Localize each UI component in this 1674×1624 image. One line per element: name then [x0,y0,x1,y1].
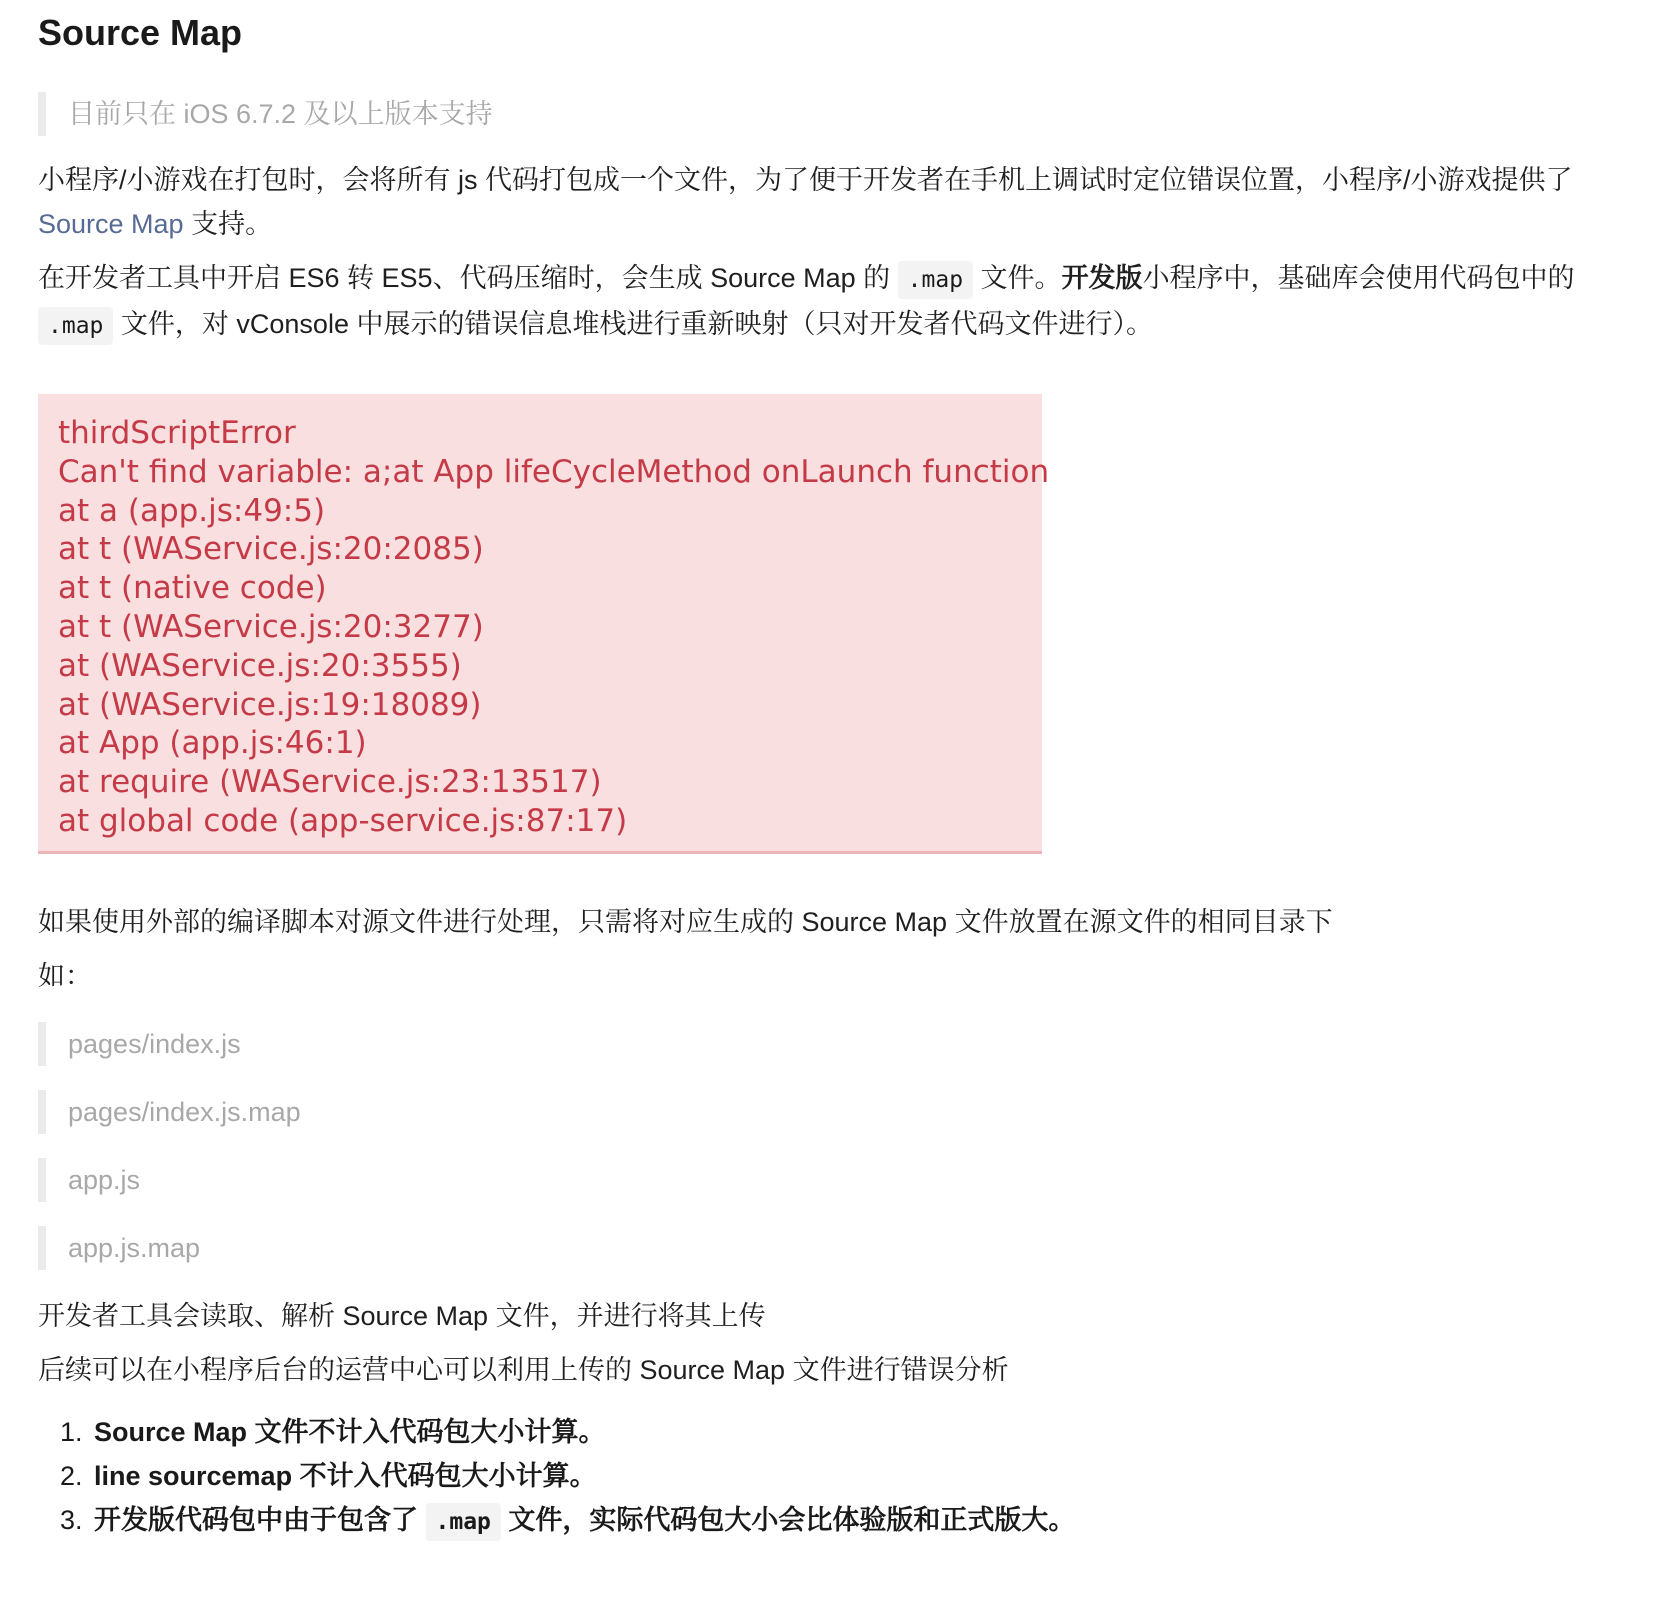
source-map-link[interactable]: Source Map [38,209,184,239]
error-line: at t (WAService.js:20:3277) [58,608,484,645]
notes-list [38,1410,1636,1544]
map-code: .map [38,307,113,345]
intro-paragraph [38,158,1636,246]
error-line: at t (WAService.js:20:2085) [58,531,484,568]
list-item: 3. 开发版代码包中由于包含了 .map 文件，实际代码包大小会比体验版和正式版大。 [90,1498,1636,1544]
para2-part2: 文件。 [973,263,1062,293]
version-notice: 目前只在 iOS 6.7.2 及以上版本支持 [38,92,1636,136]
intro-text: 小程序/小游戏在打包时，会将所有 js 代码打包成一个文件，为了便于开发者在手机上调试时定位错误位置，小程序/小游戏提供了 [38,165,1573,195]
intro-text-end: 支持。 [183,209,273,239]
map-code: .map [426,1503,501,1541]
upload-paragraph: 开发者工具会读取、解析 Source Map 文件，并进行将其上传 [38,1301,766,1331]
path-quote: app.js [38,1158,1636,1202]
page-title: Source Map [38,12,243,53]
error-line: at a (app.js:49:5) [58,492,326,529]
error-line: thirdScriptError [58,415,296,451]
path-quote: app.js.map [38,1226,1636,1270]
example-label: 如： [38,961,92,991]
error-line: at t (native code) [58,570,327,607]
analysis-paragraph: 后续可以在小程序后台的运营中心可以利用上传的 Source Map 文件进行错误分析 [38,1355,1009,1385]
map-code: .map [898,261,973,299]
path-quote: pages/index.js.map [38,1090,1636,1134]
para2-part1: 在开发者工具中开启 ES6 转 ES5、代码压缩时，会生成 Source Map 的 [38,263,898,293]
error-line: at require (WAService.js:23:13517) [58,764,602,801]
error-line: at global code (app-service.js:87:17) [58,802,628,839]
list-item: 2. line sourcemap 不计入代码包大小计算。 [90,1454,1636,1498]
error-line: at App (app.js:46:1) [58,725,367,762]
error-line: at (WAService.js:20:3555) [58,647,462,684]
dev-version-bold: 开发版 [1061,263,1143,293]
error-line: at (WAService.js:19:18089) [58,686,482,723]
error-line: Can't find variable: a;at App lifeCycleMethod onLaunch function [58,453,1050,490]
map-file-paragraph [38,256,1636,348]
para2-part4: 文件，对 vConsole 中展示的错误信息堆栈进行重新映射（只对开发者代码文件进行）。 [113,309,1153,339]
external-build-paragraph: 如果使用外部的编译脚本对源文件进行处理，只需将对应生成的 Source Map 文件放置在源文件的相同目录下 [38,907,1333,937]
list-item: 1. Source Map 文件不计入代码包大小计算。 [90,1410,1636,1454]
error-stack-image [38,394,1050,854]
para2-part3: 小程序中，基础库会使用代码包中的 [1142,263,1575,293]
path-quote: pages/index.js [38,1022,1636,1066]
